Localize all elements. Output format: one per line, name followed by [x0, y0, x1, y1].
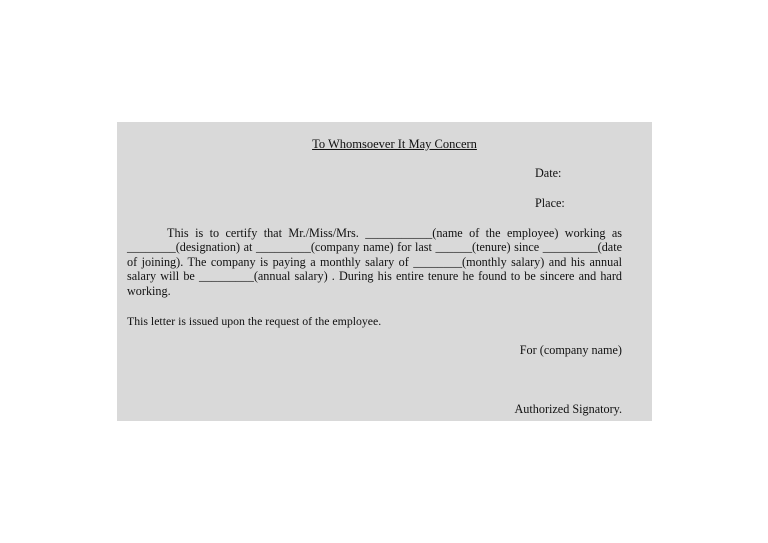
date-label: Date:	[535, 166, 562, 180]
letter-body-text: This is to certify that Mr./Miss/Mrs. ___________(name of the employee) working as ________(designation) at _________(company name) for last ______(tenure) since _________(date of joining). The company is paying a monthly salary of ________(monthly salary) and his annual salary will be _________(annual salary) . During his entire tenure he found to be sincere and hard working.	[127, 226, 622, 298]
letter-heading-text: To Whomsoever It May Concern	[312, 137, 477, 151]
company-line: For (company name)	[519, 343, 622, 357]
place-label: Place:	[535, 196, 565, 210]
letter-body	[127, 226, 622, 298]
letter-page	[117, 122, 652, 421]
letter-heading	[117, 137, 652, 152]
closing-statement: This letter is issued upon the request of the employee.	[127, 314, 382, 328]
signatory-line: Authorized Signatory.	[514, 402, 622, 416]
